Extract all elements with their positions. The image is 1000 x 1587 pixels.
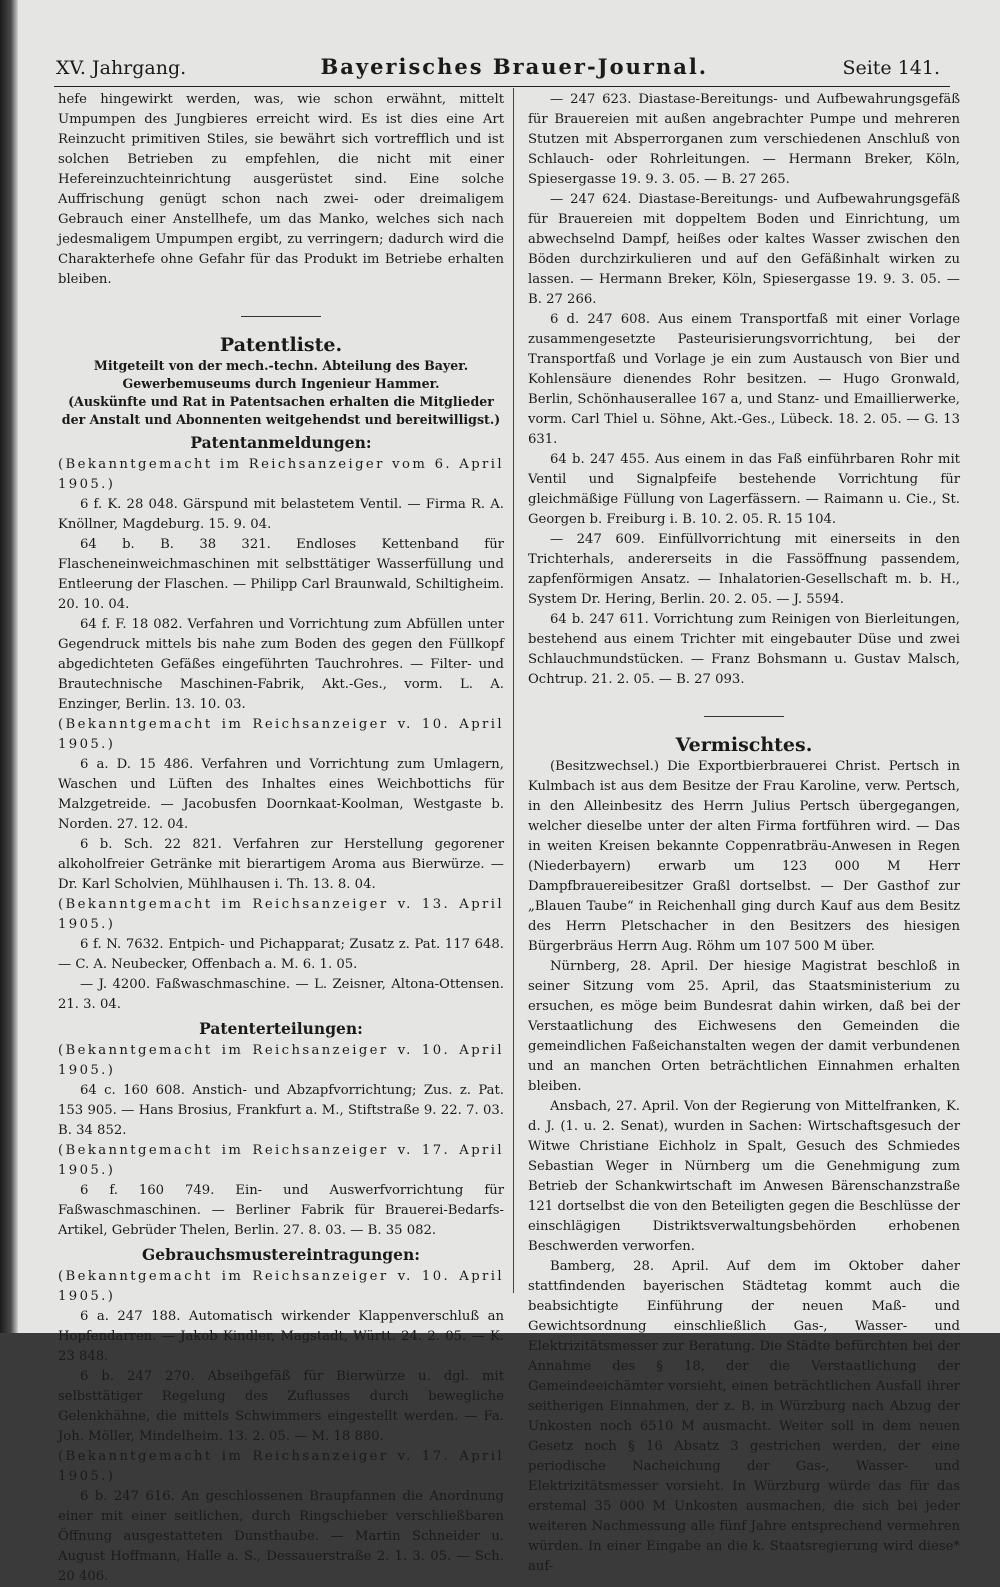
patent-entry: 6 b. 247 616. An geschlossenen Braupfannen die Anordnung einer mit einer seitlichen, durch Ringschieber verschließbaren Öffnung ausgestatteten Dunsthaube. — Martin Schneider u. August Hoffmann, Halle a. S., Dessauerstraße 2. 1. 3. 05. — Sch. 20 406. (58, 1489, 504, 1584)
patentliste-credit: Mitgeteilt von der mech.-techn. Abteilung des Bayer. Gewerbemuseums durch Ingenieur Hammer. (93, 358, 469, 391)
vermischtes-heading: Vermischtes. (675, 734, 813, 756)
patentanmeldungen-heading: Patentanmeldungen: (190, 433, 372, 452)
announcement-line: (Bekanntgemacht im Reichsanzeiger v. 10. April 1905.) (58, 1269, 504, 1304)
patent-entry: 6 b. Sch. 22 821. Verfahren zur Herstellung gegorener alkoholfreier Getränke mit bierartigem Aroma aus Bierwürze. — Dr. Karl Scholvien, Mühlhausen i. Th. 13. 8. 04. (58, 837, 504, 892)
intro-paragraph: hefe hingewirkt werden, was, wie schon erwähnt, mittelt Umpumpen des Jungbieres erreicht wird. Es ist dies eine Art Reinzucht primitiven Stiles, sie bewährt sich vortrefflich und ist solchen Betrieben zu empfehlen, die nicht mit einer Hefereinzuchteinrichtung ausgerüstet sind. Eine solche Auffrischung genügt schon nach zwei- oder dreimaligem Gebrauch einer Anstellhefe, um das Manko, welches sich nach jedesmaligem Umpumpen ergibt, zu verringern; dadurch wird die Charakterhefe ohne Gefahr für das Produkt im Betriebe erhalten bleiben. (58, 92, 504, 287)
patent-entry: — 247 624. Diastase-Bereitungs- und Aufbewahrungsgefäß für Brauereien mit doppeltem Boden und Einrichtung, um abwechselnd Dampf, heißes oder kaltes Wasser zwischen den Böden durchzirkulieren und auf den Gefäßinhalt wirken zu lassen. — Hermann Breker, Köln, Spiesergasse 19. 9. 3. 05. — B. 27 266. (528, 192, 960, 307)
patent-entry: 64 b. B. 38 321. Endloses Kettenband für Flascheneinweichmaschinen mit selbsttätiger Wasserfüllung und Entleerung der Flaschen. — Philipp Carl Braunwald, Schiltigheim. 20. 10. 04. (58, 537, 504, 612)
patent-entry: 64 b. 247 455. Aus einem in das Faß einführbaren Rohr mit Ventil und Signalpfeife bestehende Vorrichtung für gleichmäßige Füllung von Lagerfässern. — Raimann u. Cie., St. Georgen b. Freiburg i. B. 10. 2. 05. R. 15 104. (528, 452, 960, 527)
patentliste-note: (Auskünfte und Rat in Patentsachen erhalten die Mitglieder der Anstalt und Abonnenten weitgehendst und bereitwilligst.) (61, 394, 501, 427)
right-column (528, 90, 960, 1577)
scan-binding-edge (0, 0, 18, 1333)
patent-entry: 64 c. 160 608. Anstich- und Abzapfvorrichtung; Zus. z. Pat. 153 905. — Hans Brosius, Frankfurt a. M., Stiftstraße 9. 22. 7. 03. B. 34 852. (58, 1083, 504, 1138)
page-header (56, 54, 940, 84)
announcement-line: (Bekanntgemacht im Reichsanzeiger vom 6. April 1905.) (58, 457, 504, 492)
section-separator (241, 316, 321, 317)
patent-entry: 64 f. F. 18 082. Verfahren und Vorrichtung zum Abfüllen unter Gegendruck mittels bis nahe zum Boden des gegen den Füllkopf abgedichteten Gefäßes eingeführten Tauchrohres. — Filter- und Brautechnische Maschinen-Fabrik, Akt.-Ges., vorm. L. A. Enzinger, Berlin. 13. 10. 03. (58, 617, 504, 712)
left-column (58, 90, 504, 1587)
patent-entry: 64 b. 247 611. Vorrichtung zum Reinigen von Bierleitungen, bestehend aus einem Trichter mit eingebauter Düse und zwei Schlauchmundstücken. — Franz Bohsmann u. Gustav Malsch, Ochtrup. 21. 2. 05. — B. 27 093. (528, 612, 960, 687)
volume-label: XV. Jahrgang. (56, 57, 187, 79)
announcement-line: (Bekanntgemacht im Reichsanzeiger v. 10. April 1905.) (58, 1043, 504, 1078)
patent-entry: 6 b. 247 270. Abseihgefäß für Bierwürze u. dgl. mit selbsttätiger Regelung des Zuflusses durch bewegliche Gelenkhähne, die mittels Schwimmers eingestellt werden. — Fa. Joh. Möller, Mindelheim. 13. 2. 05. — M. 18 880. (58, 1369, 504, 1444)
section-separator (704, 716, 784, 717)
patent-entry: 6 f. N. 7632. Entpich- und Pichapparat; Zusatz z. Pat. 117 648. — C. A. Neubecker, Offenbach a. M. 6. 1. 05. (58, 937, 504, 972)
news-paragraph: (Besitzwechsel.) Die Exportbierbrauerei Christ. Pertsch in Kulmbach ist aus dem Besitze der Frau Karoline, verw. Pertsch, in den Alleinbesitz des Herrn Julius Pertsch übergegangen, welcher dieselbe unter der alten Firma fortführen wird. — Das in weiten Kreisen bekannte Coppenratbräu-Anwesen in Regen (Niederbayern) erwarb um 123 000 M Herr Dampfbrauereibesitzer Graßl dortselbst. — Der Gasthof zur „Blauen Taube“ in Reichenhall ging durch Kauf aus dem Besitz des Herrn Pletschacher in den Besitzers des hiesigen Bürgerbräus Herrn Aug. Röhm um 107 500 M über. (528, 759, 960, 954)
patenterteilungen-heading: Patenterteilungen: (199, 1019, 363, 1038)
patent-entry: — J. 4200. Faßwaschmaschine. — L. Zeisner, Altona-Ottensen. 21. 3. 04. (58, 977, 504, 1012)
news-paragraph: Nürnberg, 28. April. Der hiesige Magistrat beschloß in seiner Sitzung vom 25. April, das Staatsministerium zu ersuchen, es möge beim Bundesrat dahin wirken, daß bei der Verstaatlichung des Eichwesens den Gemeinden die gemeindlichen Faßeichanstalten wegen der damit verbundenen und an manchen Orten beträchtlichen Einnahmen erhalten bleiben. (528, 959, 960, 1094)
patent-entry: — 247 609. Einfüllvorrichtung mit einerseits in den Trichterhals, andererseits in die Fassöffnung passendem, zapfenförmigen Ansatz. — Inhalatorien-Gesellschaft m. b. H., System Dr. Hering, Berlin. 20. 2. 05. — J. 5594. (528, 532, 960, 607)
patent-entry: 6 a. 247 188. Automatisch wirkender Klappenverschluß an Hopfendarren. — Jakob Kindler, Magstadt, Württ. 24. 2. 05. — K. 23 848. (58, 1309, 504, 1364)
announcement-line: (Bekanntgemacht im Reichsanzeiger v. 13. April 1905.) (58, 897, 504, 932)
announcement-line: (Bekanntgemacht im Reichsanzeiger v. 10. April 1905.) (58, 717, 504, 752)
header-rule (54, 86, 950, 87)
patent-entry: 6 f. K. 28 048. Gärspund mit belastetem Ventil. — Firma R. A. Knöllner, Magdeburg. 15. 9. 04. (58, 497, 504, 532)
journal-title: Bayerisches Brauer-Journal. (320, 54, 709, 79)
patent-entry: 6 a. D. 15 486. Verfahren und Vorrichtung zum Umlagern, Waschen und Lüften des Inhaltes eines Weichbottichs für Malzgetreide. — Jacobusfen Doornkaat-Koolman, Westgaste b. Norden. 27. 12. 04. (58, 757, 504, 832)
announcement-line: (Bekanntgemacht im Reichsanzeiger v. 17. April 1905.) (58, 1143, 504, 1178)
patent-entry: 6 d. 247 608. Aus einem Transportfaß mit einer Vorlage zusammengesetzte Pasteurisierungsvorrichtung, bei der Transportfaß und Vorlage je ein zum Austausch von Bier und Kohlensäure dienendes Rohr besitzen. — Hugo Gronwald, Berlin, Schönhauserallee 167 a, und Stanz- und Emaillierwerke, vorm. Carl Thiel u. Söhne, Akt.-Ges., Lübeck. 18. 2. 05. — G. 13 631. (528, 312, 960, 447)
journal-page (18, 0, 1000, 1584)
news-paragraph: Bamberg, 28. April. Auf dem im Oktober daher stattfindenden bayerischen Städtetag kommt auch die beabsichtigte Einführung der neuen Maß- und Gewichtsordnung einschließlich Gas-, Wasser- und Elektrizitätsmesser zur Beratung. Die Städte befürchten bei der Annahme des § 18, der die Verstaatlichung der Gemeindeeichämter vorsieht, einen beträchtlichen Ausfall ihrer seitherigen Einnahmen, der z. B. in Würzburg nach Abzug der Unkosten noch 6510 M ausmacht. Weiter soll in dem neuen Gesetz noch § 16 Absatz 3 gestrichen werden, der eine periodische Nacheichung der Gas-, Wasser- und Elektrizitätsmesser vorsieht. In Würzburg würde das für das erstemal 35 000 M Unkosten ausmachen, die sich bei jeder weiteren Nachmessung alle fünf Jahre entsprechend vermehren würden. In einer Eingabe an die k. Staatsregierung wird diese* auf- (528, 1259, 960, 1574)
gebrauchsmuster-heading: Gebrauchsmustereintragungen: (142, 1245, 420, 1264)
column-divider (513, 88, 514, 1293)
patent-entry: 6 f. 160 749. Ein- und Auswerfvorrichtung für Faßwaschmaschinen. — Berliner Fabrik für Brauerei-Bedarfs-Artikel, Gebrüder Thelen, Berlin. 27. 8. 03. — B. 35 082. (58, 1183, 504, 1238)
page-number: Seite 141. (842, 57, 940, 79)
news-paragraph: Ansbach, 27. April. Von der Regierung von Mittelfranken, K. d. J. (1. u. 2. Senat), wurden in Sachen: Wirtschaftsgesuch der Witwe Christiane Eichholz in Spalt, Gesuch des Schmiedes Sebastian Weger in Nürnberg um die Genehmigung zum Betrieb der Schankwirtschaft im Anwesen Bärenschanzstraße 121 dortselbst die von den Beteiligten gegen die Beschlüsse der einschlägigen Distriktsverwaltungsbehörden erhobenen Beschwerden verworfen. (528, 1099, 960, 1254)
announcement-line: (Bekanntgemacht im Reichsanzeiger v. 17. April 1905.) (58, 1449, 504, 1484)
patentliste-heading: Patentliste. (219, 334, 343, 356)
patent-entry: — 247 623. Diastase-Bereitungs- und Aufbewahrungsgefäß für Brauereien mit außen angebrachter Pumpe und mehreren Stutzen mit Absperrorganen zum verschiedenen Anschluß von Schlauch- oder Rohrleitungen. — Hermann Breker, Köln, Spiesergasse 19. 9. 3. 05. — B. 27 265. (528, 92, 960, 187)
